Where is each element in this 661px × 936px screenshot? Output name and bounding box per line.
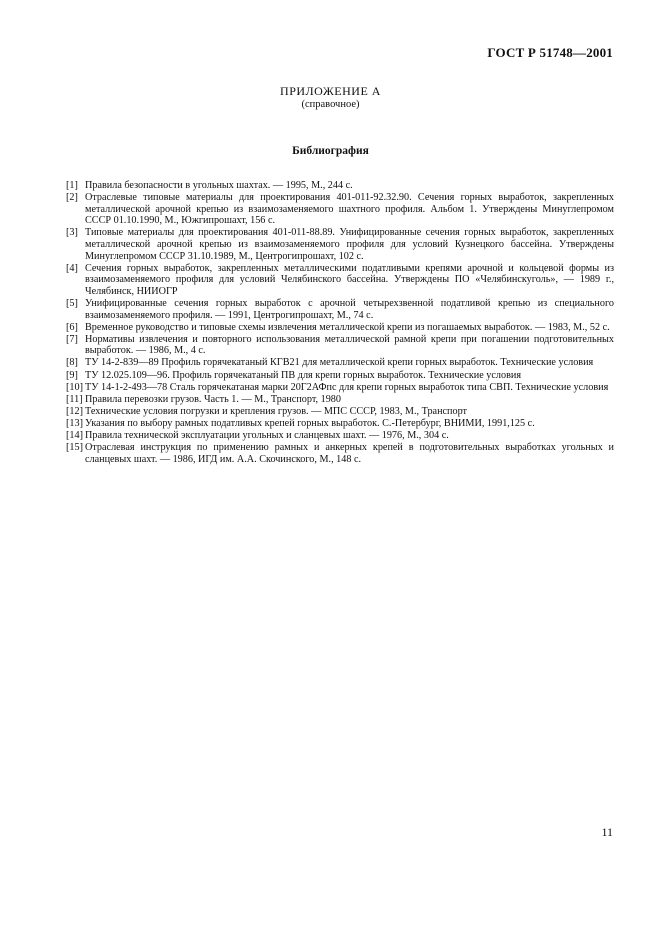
reference-item	[66, 227, 614, 262]
standard-code: ГОСТ Р 51748—2001	[487, 45, 613, 60]
reference-text: Отраслевая инструкция по применению рамных и анкерных крепей в подготовительных выработках угольных и сланцевых шахт. — 1986, ИГД им. А.А. Скочинского, М., 148 с.	[85, 442, 614, 465]
reference-item	[66, 406, 614, 418]
reference-number: [4]	[66, 262, 78, 274]
reference-item	[66, 382, 614, 394]
reference-text: Типовые материалы для проектирования 401-011-88.89. Унифицированные сечения горных выработок, закрепленных металлической арочной крепью из взаимозаменяемого профиля для условий Кузнецкого бассейна. Утверждены Минуглепромом СССР 31.10.1989, М., Центрогипрошахт, 102 с.	[85, 227, 614, 262]
reference-number: [14]	[66, 429, 83, 441]
reference-text: Правила перевозки грузов. Часть 1. — М., Транспорт, 1980	[85, 393, 341, 405]
reference-number: [11]	[66, 393, 83, 405]
reference-number: [15]	[66, 442, 83, 454]
reference-item	[66, 370, 614, 382]
reference-text: Указания по выбору рамных податливых крепей горных выработок. С.-Петербург, ВНИМИ, 1991,125 с.	[85, 417, 535, 429]
page-number: 11	[601, 825, 613, 839]
reference-item	[66, 322, 614, 334]
reference-item	[66, 192, 614, 227]
reference-text: Временное руководство и типовые схемы извлечения металлической крепи из погашаемых выработок. — 1983, М., 52 с.	[85, 321, 610, 333]
reference-text: Отраслевые типовые материалы для проектирования 401-011-92.32.90. Сечения горных выработок, закрепленных металлической арочной крепью из взаимозаменяемого шахтного профиля. Альбом 1. Утверждены Минуглепромом СССР 01.10.1990, М., Южгипрошахт, 156 с.	[85, 192, 614, 227]
reference-text: Технические условия погрузки и крепления грузов. — МПС СССР, 1983, М., Транспорт	[85, 405, 468, 417]
appendix-subtitle: (справочное)	[301, 99, 360, 110]
bibliography-heading: Библиография	[292, 145, 369, 157]
reference-text: ТУ 14-2-839—89 Профиль горячекатаный КГВ21 для металлической крепи горных выработок. Технические условия	[85, 357, 594, 369]
reference-number: [12]	[66, 405, 83, 417]
reference-text: Унифицированные сечения горных выработок с арочной четырехзвенной податливой крепью из специального взаимозаменяемого профиля. — 1991, Центрогипрошахт, М., 74 с.	[85, 297, 614, 321]
reference-text: Сечения горных выработок, закрепленных металлическими податливыми крепями арочной и кольцевой формы из взаимозаменяемого профиля для условий Челябинского бассейна. Утверждены ПО «Челябинскуголь», — 1989 г., Челябинск, НИИОГР	[85, 262, 614, 297]
reference-text: Нормативы извлечения и повторного использования металлической рамной крепи при погашении подготовительных выработок. — 1986, М., 4 с.	[85, 333, 614, 357]
reference-number: [9]	[66, 369, 78, 381]
reference-text: Правила безопасности в угольных шахтах. — 1995, М., 244 с.	[85, 180, 353, 191]
reference-number: [7]	[66, 333, 78, 345]
reference-text: Правила технической эксплуатации угольных и сланцевых шахт. — 1976, М., 304 с.	[85, 429, 449, 441]
reference-number: [3]	[66, 227, 78, 239]
reference-item	[66, 394, 614, 406]
reference-number: [5]	[66, 297, 78, 309]
reference-list	[66, 180, 614, 466]
reference-item	[66, 180, 614, 192]
reference-number: [10]	[66, 381, 83, 393]
reference-item	[66, 442, 614, 465]
reference-item	[66, 357, 614, 369]
reference-item	[66, 418, 614, 430]
reference-number: [13]	[66, 417, 83, 429]
reference-item	[66, 263, 614, 298]
appendix-title: ПРИЛОЖЕНИЕ А	[280, 84, 381, 98]
reference-item	[66, 298, 614, 321]
reference-number: [2]	[66, 192, 78, 204]
reference-number: [8]	[66, 357, 78, 369]
reference-number: [6]	[66, 321, 78, 333]
reference-item	[66, 430, 614, 442]
reference-text: ТУ 14-1-2-493—78 Сталь горячекатаная марки 20Г2АФпс для крепи горных выработок типа СВП. Технические условия	[85, 381, 609, 393]
reference-text: ТУ 12.025.109—96. Профиль горячекатаный ПВ для крепи горных выработок. Технические условия	[85, 369, 522, 381]
reference-item	[66, 334, 614, 357]
reference-number: [1]	[66, 180, 78, 191]
